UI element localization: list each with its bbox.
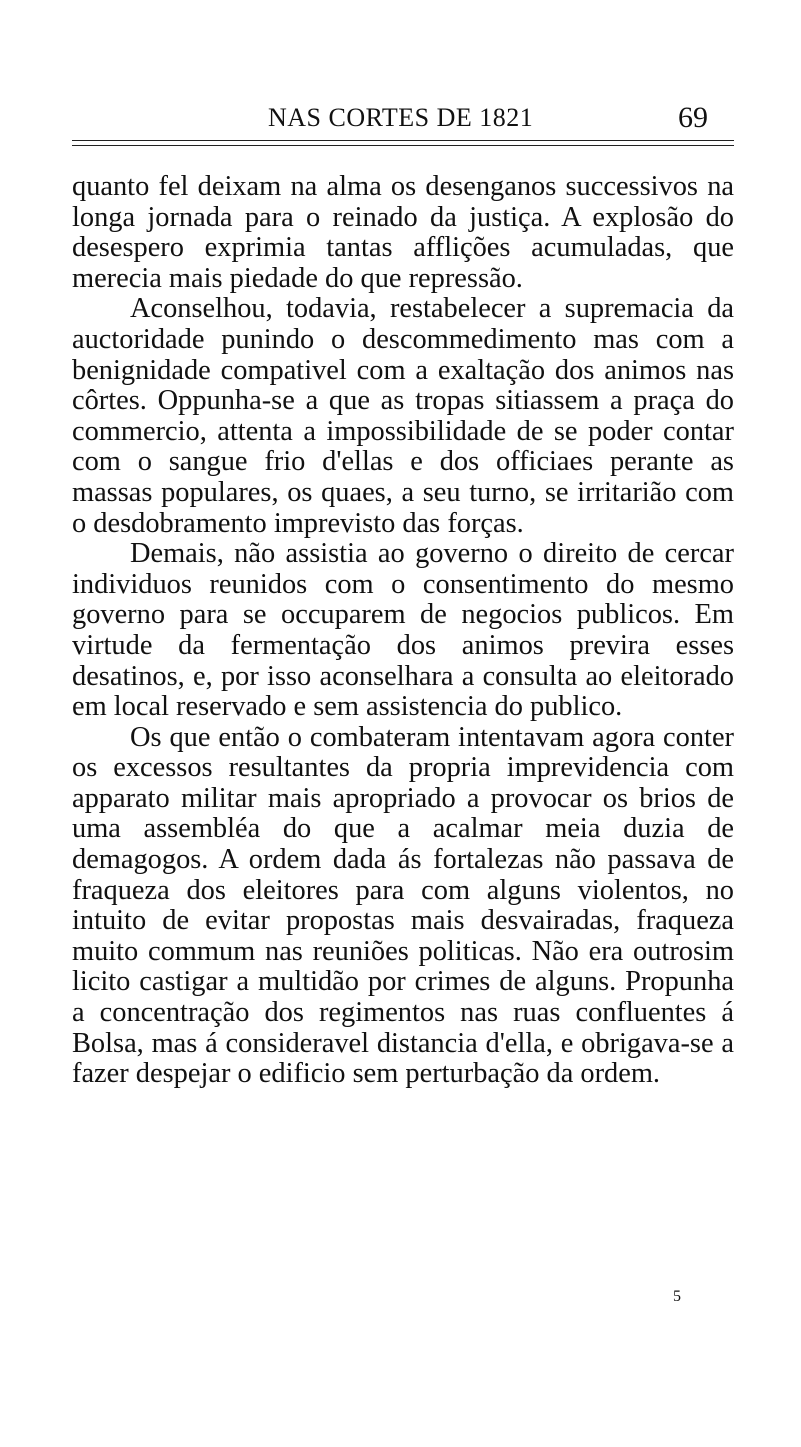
signature-mark: 5 (673, 1288, 681, 1305)
header-rule-bottom (72, 145, 734, 146)
running-title: NAS CORTES DE 1821 (268, 103, 534, 132)
paragraph: Demais, não assistia ao governo o direito de cercar individuos reunidos com o consentimento do mesmo governo para se occuparem de negocios publicos. Em virtude da fermentação dos animos previra esses desatinos, e, por isso aconselhara a consulta ao eleitorado em local reservado e sem assistencia do publico. (72, 538, 734, 723)
paragraph: Os que então o combateram intentavam agora conter os excessos resultantes da propria imprevidencia com apparato militar mais apropriado a provocar os brios de uma assembléa do que a acalmar meia duzia de demagogos. A ordem dada ás fortalezas não passava de fraqueza dos eleitores para com alguns violentos, no intuito de evitar propostas mais desvairadas, fraqueza muito commum nas reuniões politicas. Não era outrosim licito castigar a multidão por crimes de alguns. Propunha a concentração dos regimentos nas ruas confluentes á Bolsa, mas á consideravel distancia d'ella, e obrigava-se a fazer despejar o edificio sem perturbação da ordem. (72, 721, 734, 1090)
body-text (72, 172, 734, 1090)
header-rule-top (72, 140, 734, 141)
paragraph-continued: quanto fel deixam na alma os desenganos successivos na longa jornada para o reinado da justiça. A explosão do desespero exprimia tantas afflições acumuladas, que merecia mais piedade do que repressão. (72, 171, 734, 294)
paragraph: Aconselhou, todavia, restabelecer a supremacia da auctoridade punindo o descommedimento mas com a benignidade compativel com a exaltação dos animos nas côrtes. Oppunha-se a que as tropas sitiassem a praça do commercio, attenta a impossibilidade de se poder contar com o sangue frio d'ellas e dos officiaes perante as massas populares, os quaes, a seu turno, se irritarião com o desdobramento imprevisto das forças. (72, 293, 734, 539)
page-number: 69 (678, 101, 708, 134)
page-header (72, 98, 734, 138)
